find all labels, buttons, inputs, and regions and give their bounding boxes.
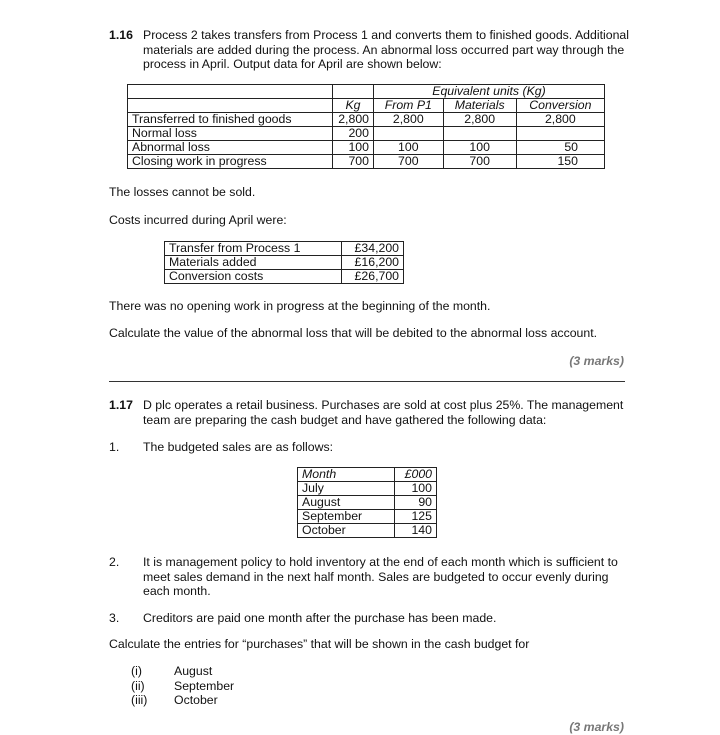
table-row: July 100 <box>298 482 437 496</box>
point-number: 2. <box>109 555 120 569</box>
question-number: 1.16 <box>109 28 133 42</box>
table-row: Materials added £16,200 <box>165 256 404 270</box>
point-text: The budgeted sales are as follows: <box>143 440 334 454</box>
question-intro <box>143 28 629 72</box>
question-text: Calculate the entries for “purchases” that will be shown in the cash budget for <box>109 637 530 651</box>
col-header: Kg <box>333 99 374 113</box>
intro-line: process in April. Output data for April are shown below: <box>143 57 442 71</box>
intro-line: Process 2 takes transfers from Process 1 and converts them to finished goods. Additional <box>143 28 629 42</box>
point-number: 3. <box>109 611 120 625</box>
opening-wip-note: There was no opening work in progress at the beginning of the month. <box>109 299 491 313</box>
marks-label: (3 marks) <box>569 720 624 734</box>
losses-note: The losses cannot be sold. <box>109 185 256 199</box>
col-header: From P1 <box>374 99 444 113</box>
output-data-table <box>127 84 605 169</box>
point-text: Creditors are paid one month after the purchase has been made. <box>143 611 497 625</box>
part-labels: August September October <box>174 664 235 707</box>
section-divider <box>109 381 625 382</box>
intro-line: materials are added during the process. An abnormal loss occurred part way through the <box>143 42 625 57</box>
table-row: Conversion costs £26,700 <box>165 270 404 284</box>
intro-line: team are preparing the cash budget and have gathered the following data: <box>143 412 547 427</box>
table-row: Transferred to finished goods 2,800 2,800 2,800 2,800 <box>128 113 605 127</box>
point-text: It is management policy to hold inventory at the end of each month which is sufficient to meet sales demand in the next half month. Sales are budgeted to occur evenly during each month. <box>143 555 618 598</box>
table-row: October 140 <box>298 524 437 538</box>
part-numbers: (i) (ii) (iii) <box>131 664 148 707</box>
costs-table <box>164 241 404 284</box>
costs-intro: Costs incurred during April were: <box>109 213 287 227</box>
col-header: Materials <box>443 99 516 113</box>
question-number: 1.17 <box>109 398 133 412</box>
col-header: £000 <box>395 468 437 482</box>
question-intro <box>143 398 623 427</box>
budgeted-sales-table <box>297 467 437 538</box>
table-row: Closing work in progress 700 700 700 150 <box>128 155 605 169</box>
table-row: September 125 <box>298 510 437 524</box>
equivalent-units-header: Equivalent units (Kg) <box>374 85 605 99</box>
col-header: Month <box>298 468 395 482</box>
question-text: Calculate the value of the abnormal loss that will be debited to the abnormal loss account. <box>109 326 598 340</box>
table-row: August 90 <box>298 496 437 510</box>
point-number: 1. <box>109 440 120 454</box>
table-row: Abnormal loss 100 100 100 50 <box>128 141 605 155</box>
table-row: Normal loss 200 <box>128 127 605 141</box>
marks-label: (3 marks) <box>569 354 624 368</box>
table-row: Transfer from Process 1 £34,200 <box>165 242 404 256</box>
intro-line: D plc operates a retail business. Purchases are sold at cost plus 25%. The management <box>143 398 624 412</box>
col-header: Conversion <box>516 99 604 113</box>
